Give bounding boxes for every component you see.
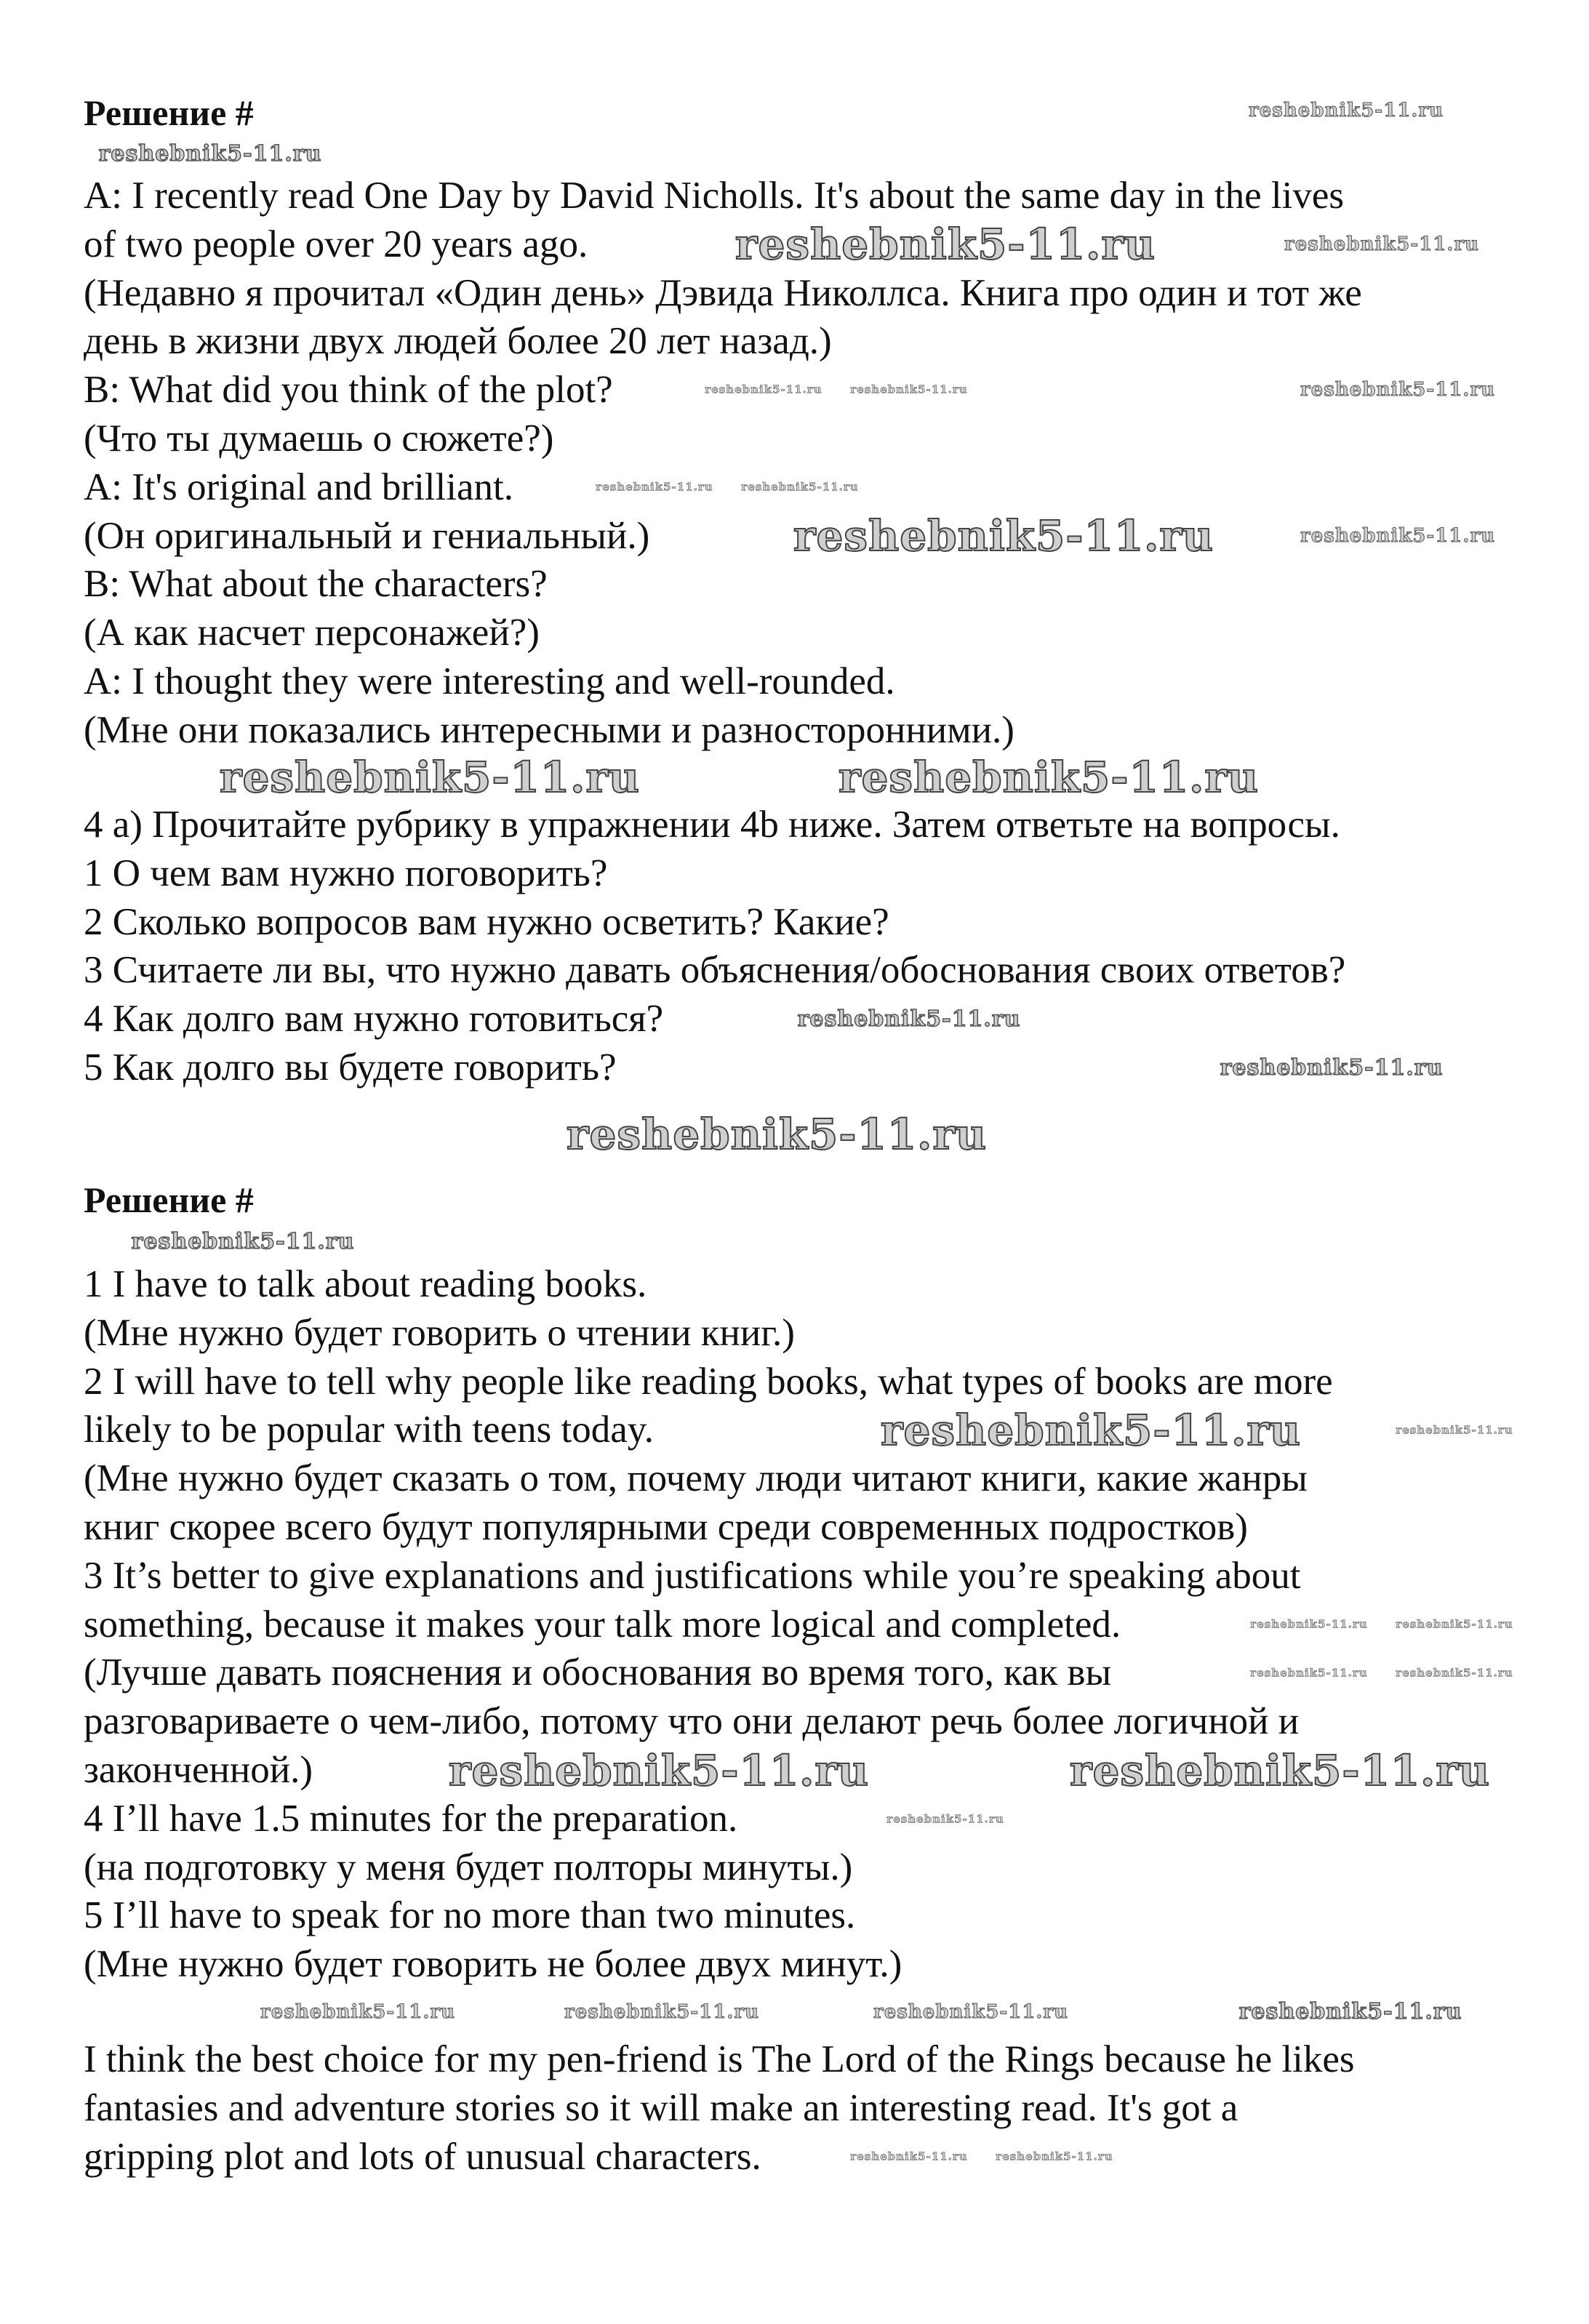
text-line: (на подготовку у меня будет полторы минуты.) xyxy=(84,1846,853,1888)
watermark: reshebnik5-11.ru xyxy=(793,511,1214,561)
watermark: reshebnik5-11.ru xyxy=(1300,525,1496,547)
watermark: reshebnik5-11.ru xyxy=(797,1006,1021,1032)
watermark: reshebnik5-11.ru xyxy=(735,220,1156,269)
text-line: A: I thought they were interesting and well-rounded. xyxy=(84,660,895,702)
text-line: книг скорее всего будут популярными среди современных подростков) xyxy=(84,1505,1248,1548)
text-line: (Он оригинальный и гениальный.) xyxy=(84,514,650,557)
watermark: reshebnik5-11.ru xyxy=(1238,1999,1462,2024)
text-line: 4 Как долго вам нужно готовиться? xyxy=(84,998,664,1041)
solution-heading-1: Решение # xyxy=(84,92,254,133)
text-line: (Что ты думаешь о сюжете?) xyxy=(84,417,554,460)
watermark: reshebnik5-11.ru xyxy=(705,382,822,396)
text-line: I think the best choice for my pen-friend is The Lord of the Rings because he likes xyxy=(84,2038,1355,2080)
text-line: 3 Считаете ли вы, что нужно давать объяснения/обоснования своих ответов? xyxy=(84,949,1346,992)
text-line: день в жизни двух людей более 20 лет назад.) xyxy=(84,320,832,363)
text-line: fantasies and adventure stories so it will make an interesting read. It's got a xyxy=(84,2086,1238,2129)
text-line: 1 I have to talk about reading books. xyxy=(84,1263,647,1305)
watermark: reshebnik5-11.ru xyxy=(1300,379,1496,401)
text-line: of two people over 20 years ago. xyxy=(84,223,588,265)
solution-heading-2: Решение # xyxy=(84,1179,254,1220)
text-line: likely to be popular with teens today. xyxy=(84,1409,655,1451)
watermark: reshebnik5-11.ru xyxy=(1396,1617,1513,1631)
text-line: законченной.) xyxy=(84,1748,313,1791)
watermark: reshebnik5-11.ru xyxy=(850,2149,968,2163)
text-line: 3 It’s better to give explanations and justifications while you’re speaking about xyxy=(84,1554,1301,1597)
text-line: A: It's original and brilliant. xyxy=(84,465,513,508)
watermark: reshebnik5-11.ru xyxy=(1284,233,1480,255)
watermark: reshebnik5-11.ru xyxy=(1248,100,1444,121)
text-line: (Мне нужно будет сказать о том, почему люди читают книги, какие жанры xyxy=(84,1457,1308,1500)
dialogue-block xyxy=(84,172,1362,755)
watermark: reshebnik5-11.ru xyxy=(1396,1423,1513,1437)
text-line: 1 О чем вам нужно поговорить? xyxy=(84,852,608,894)
watermark: reshebnik5-11.ru xyxy=(741,480,859,494)
text-line: 2 Сколько вопросов вам нужно осветить? Какие? xyxy=(84,900,889,943)
text-line: 5 Как долго вы будете говорить? xyxy=(84,1046,617,1089)
text-line: (Мне нужно будет говорить не более двух минут.) xyxy=(84,1943,902,1986)
text-line: (Мне нужно будет говорить о чтении книг.) xyxy=(84,1311,795,1354)
text-line: B: What about the characters? xyxy=(84,563,548,606)
watermark: reshebnik5-11.ru xyxy=(886,1812,1004,1826)
text-line: (Недавно я прочитал «Один день» Дэвида Николлса. Книга про один и тот же xyxy=(84,271,1362,314)
text-line: (А как насчет персонажей?) xyxy=(84,612,540,654)
text-line: 5 I’ll have to speak for no more than two minutes. xyxy=(84,1894,856,1937)
conclusion-block xyxy=(84,2035,1355,2181)
watermark: reshebnik5-11.ru xyxy=(880,1406,1302,1455)
watermark: reshebnik5-11.ru xyxy=(448,1746,870,1795)
text-line: 4 I’ll have 1.5 minutes for the preparation. xyxy=(84,1797,738,1840)
text-line: 4 a) Прочитайте рубрику в упражнении 4b ниже. Затем ответьте на вопросы. xyxy=(84,804,1340,846)
watermark: reshebnik5-11.ru xyxy=(1069,1746,1491,1795)
text-line: B: What did you think of the plot? xyxy=(84,369,613,412)
watermark: reshebnik5-11.ru xyxy=(596,480,713,494)
text-line: (Лучше давать пояснения и обоснования во время того, как вы xyxy=(84,1651,1112,1694)
watermark: reshebnik5-11.ru xyxy=(131,1229,355,1254)
text-line: 2 I will have to tell why people like reading books, what types of books are more xyxy=(84,1360,1333,1403)
watermark: reshebnik5-11.ru xyxy=(996,2149,1113,2163)
text-line: (Мне они показались интересными и разносторонними.) xyxy=(84,708,1014,751)
watermark: reshebnik5-11.ru xyxy=(873,2001,1069,2023)
watermark: reshebnik5-11.ru xyxy=(1220,1055,1444,1081)
watermark: reshebnik5-11.ru xyxy=(1250,1617,1368,1631)
text-line: A: I recently read One Day by David Nicholls. It's about the same day in the lives xyxy=(84,175,1345,217)
watermark: reshebnik5-11.ru xyxy=(98,141,322,167)
watermark: reshebnik5-11.ru xyxy=(219,753,641,802)
text-line: gripping plot and lots of unusual characters. xyxy=(84,2135,761,2178)
watermark: reshebnik5-11.ru xyxy=(260,2001,456,2023)
watermark: reshebnik5-11.ru xyxy=(1396,1666,1513,1680)
text-line: разговариваете о чем-либо, потому что они делают речь более логичной и xyxy=(84,1700,1300,1743)
watermark: reshebnik5-11.ru xyxy=(566,1110,988,1159)
answers-block xyxy=(84,1260,1333,1989)
watermark: reshebnik5-11.ru xyxy=(1250,1666,1368,1680)
watermark: reshebnik5-11.ru xyxy=(838,753,1260,802)
watermark: reshebnik5-11.ru xyxy=(564,2001,760,2023)
text-line: something, because it makes your talk more logical and completed. xyxy=(84,1603,1121,1646)
watermark: reshebnik5-11.ru xyxy=(850,382,968,396)
task-block xyxy=(84,801,1345,1092)
